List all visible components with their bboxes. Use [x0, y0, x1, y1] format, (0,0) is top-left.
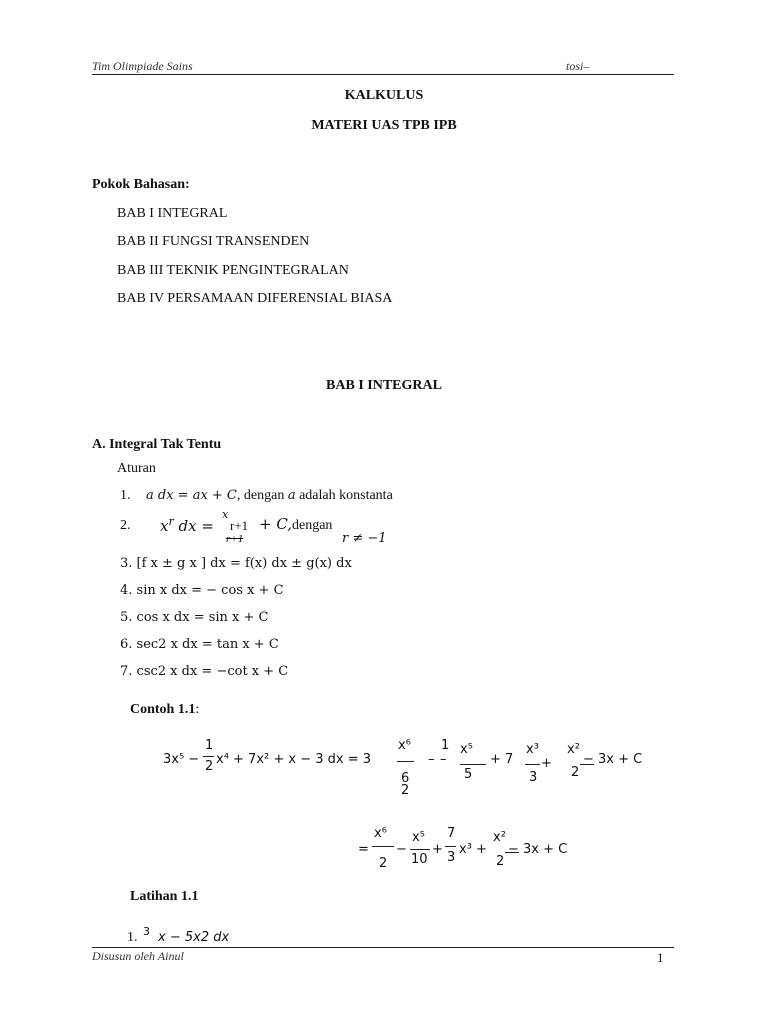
eq2-g4-num: x² [493, 830, 506, 845]
rule-1 [120, 488, 393, 504]
pokok-item: BAB IV PERSAMAAN DIFERENSIAL BIASA [117, 291, 393, 306]
rule-2-dx: dx = [178, 517, 214, 535]
rule-2-dengan: dengan [292, 518, 333, 533]
rule-1-math: a dx = ax + C [146, 488, 237, 503]
latihan-item-1-sup: 3 [143, 925, 150, 938]
eq1-f1-bar [397, 761, 414, 762]
eq2-g2-bar [410, 849, 430, 850]
rule-1-var: a [287, 488, 296, 503]
rule-1-num: 1. [120, 488, 131, 503]
eq1-f1-den2: 2 [401, 783, 410, 798]
eq2-g3-den: 3 [447, 850, 456, 865]
eq2-g4-den: 2 [496, 854, 505, 869]
rule-2-num-x: x [222, 508, 229, 521]
eq1-f3-num: x³ [526, 742, 539, 757]
eq1-half-bar [203, 756, 214, 757]
eq1-f3-den: 3 [529, 770, 538, 785]
pokok-item: BAB III TEKNIK PENGINTEGRALAN [117, 263, 349, 278]
rule-1-tail: adalah konstanta [299, 488, 393, 503]
eq1-f4-den: 2 [571, 765, 580, 780]
eq1-half-num: 1 [205, 738, 214, 753]
eq1-f2-num: x⁵ [460, 742, 473, 757]
header-left: Tim Olimpiade Sains [92, 59, 193, 73]
eq2-plus: + [432, 842, 443, 857]
section-a-heading: A. Integral Tak Tentu [92, 437, 222, 452]
footer-rule [92, 947, 674, 948]
rule-2-num: 2. [120, 518, 131, 533]
eq1-minus: – [428, 752, 435, 767]
eq2-g3-x: x³ + [459, 842, 487, 857]
rule-7: 7. csc2 x dx = −cot x + C [120, 664, 289, 679]
eq2-g3-num: 7 [447, 826, 456, 841]
eq2-g1-bar [372, 846, 394, 847]
header-right: tosi– [566, 59, 590, 73]
rule-2-r1: r+1 [230, 518, 249, 533]
eq1-f2-den: 5 [464, 767, 473, 782]
eq1-f2-bar [460, 764, 486, 765]
eq1-f1-den: 6 [401, 771, 410, 786]
contoh-label: Contoh 1.1 [130, 702, 196, 717]
aturan-label: Aturan [117, 461, 156, 476]
page-number: 1 [657, 950, 664, 965]
rule-4: 4. sin x dx = − cos x + C [120, 583, 284, 598]
rule-2-x [160, 515, 214, 535]
eq2-tail: − 3x + C [508, 842, 568, 857]
eq2-eq: = [358, 842, 369, 857]
eq2-g1-num: x⁶ [374, 826, 387, 841]
rule-6: 6. sec2 x dx = tan x + C [120, 637, 279, 652]
eq1-lhs: 3x⁵ − [163, 752, 200, 767]
rule-2-den: r+1 [226, 533, 244, 545]
eq1-plus: + [541, 756, 552, 771]
rule-2-c: + C, [259, 515, 293, 533]
footer-left: Disusun oleh Ainul [92, 949, 184, 963]
eq1-half-den: 2 [205, 759, 214, 774]
eq1-f2-pre-dash: – [440, 752, 447, 767]
header-rule [92, 74, 674, 75]
rule-2-cond: r ≠ −1 [342, 531, 387, 546]
eq1-lhs-rest: x⁴ + 7x² + x − 3 dx = 3 [216, 752, 372, 767]
rule-1-text: , dengan [236, 488, 285, 503]
eq2-minus: − [396, 842, 407, 857]
rule-2-sup: r [168, 515, 174, 528]
chapter-title: BAB I INTEGRAL [326, 378, 442, 393]
eq1-f4-num: x² [567, 742, 580, 757]
eq1-f3-bar [525, 764, 540, 765]
latihan-heading: Latihan 1.1 [130, 889, 199, 904]
doc-subtitle: MATERI UAS TPB IPB [311, 118, 457, 133]
pokok-item: BAB II FUNGSI TRANSENDEN [117, 234, 310, 249]
contoh-heading [130, 702, 199, 718]
eq2-g1-den: 2 [379, 856, 388, 871]
eq1-f2-pre-num: 1 [441, 738, 450, 753]
latihan-item-1-num: 1. [127, 930, 138, 945]
doc-title: KALKULUS [344, 88, 424, 103]
eq2-g3-bar [445, 846, 456, 847]
latihan-item-1-math: x − 5x2 dx [158, 930, 230, 945]
rule-2-base: x [160, 517, 169, 535]
eq1-f1-num: x⁶ [398, 738, 411, 753]
eq2-g2-num: x⁵ [412, 830, 425, 845]
rule-3: 3. [f x ± g x ] dx = f(x) dx ± g(x) dx [120, 556, 352, 571]
eq2-g2-den: 10 [411, 852, 428, 867]
contoh-colon: : [195, 702, 200, 717]
eq1-tail: − 3x + C [583, 752, 643, 767]
pokok-item: BAB I INTEGRAL [117, 206, 228, 221]
rule-5: 5. cos x dx = sin x + C [120, 610, 269, 625]
eq1-plus7: + 7 [490, 752, 514, 767]
pokok-heading: Pokok Bahasan: [92, 177, 190, 192]
